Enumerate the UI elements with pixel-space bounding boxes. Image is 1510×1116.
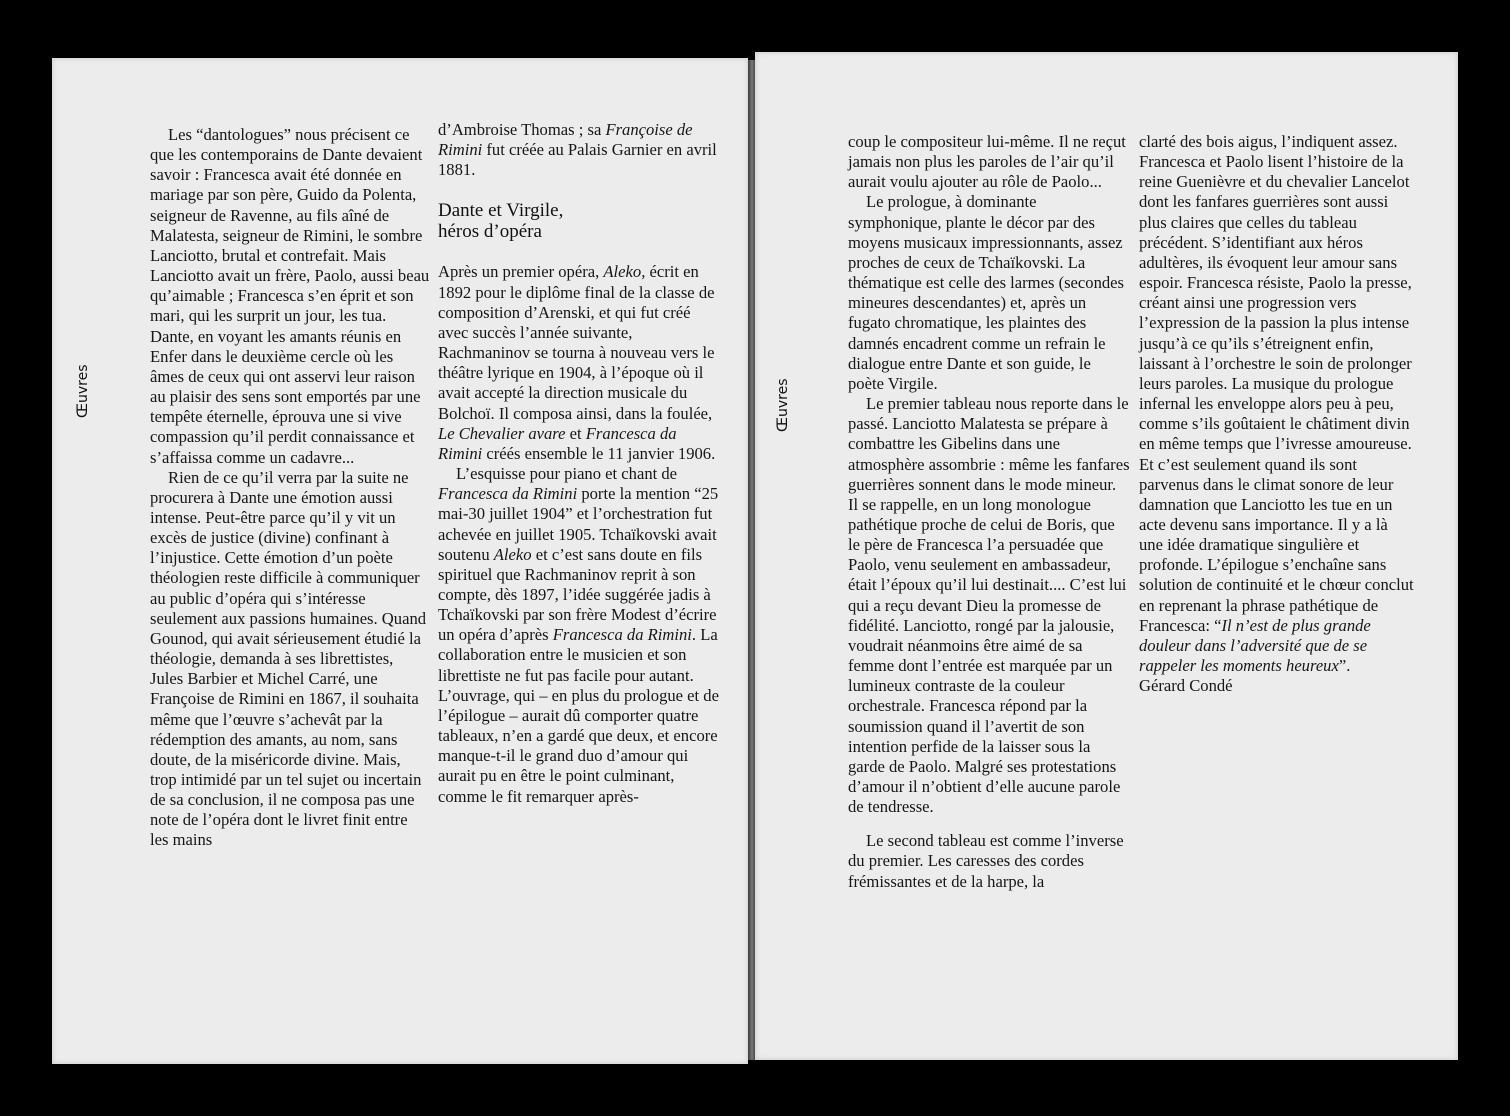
paragraph: d’Ambroise Thomas ; sa Françoise de Rimini fut créée au Palais Garnier en avril 1881. [438,120,717,180]
author-signature: Gérard Condé [1139,676,1233,696]
right-column-1 [848,132,1130,892]
paragraph: coup le compositeur lui-même. Il ne reçut jamais non plus les paroles de l’air qu’il aurait voulu ajouter au rôle de Paolo... [848,132,1126,192]
spine-label-right: Œuvres [775,378,791,432]
spine-label-left: Œuvres [75,364,91,418]
paragraph: Le premier tableau nous reporte dans le passé. Lanciotto Malatesta se prépare à combattre les Gibelins dans une atmosphère assombrie : même les fanfares guerrières sonnent dans le mode mineur. Il se rappelle, en un long monologue pathétique proche de celui de Boris, que le père de Francesca l’a persuadée que Paolo, venu seulement en ambassadeur, était l’époux qu’il lui destinait.... C’est lui qui a reçu devant Dieu la promesse de fidélité. Lanciotto, rongé par la jalousie, voudrait néanmoins être aimé de sa femme dont l’entrée est marquée par un lumineux contraste de la couleur orchestrale. Francesca répond par la soumission quand il l’avertit de son intention perfide de la laisser sous la garde de Paolo. Malgré ses protestations d’amour il n’obtient d’elle aucune parole de tendresse. [848,394,1130,817]
right-page [755,52,1458,1060]
paragraph: Le prologue, à dominante symphonique, plante le décor par des moyens musicaux impressionnants, assez proches de ceux de Tchaïkovski. La thématique est celle des larmes (secondes mineures descendantes) et, après un fugato chromatique, les plaintes des damnés encadrent comme un refrain le dialogue entre Dante et son guide, le poète Virgile. [848,192,1124,393]
paragraph: Le second tableau est comme l’inverse du premier. Les caresses des cordes frémissantes et de la harpe, la [848,831,1124,891]
paragraph: L’esquisse pour piano et chant de Francesca da Rimini porte la mention “25 mai-30 juillet 1904” et l’orchestration fut achevée en juillet 1905. Tchaïkovski avait soutenu Aleko et c’est sans doute en fils spirituel que Rachmaninov reprit à son compte, dès 1897, l’idée suggérée jadis à Tchaïkovski par son frère Modest d’écrire un opéra d’après Francesca da Rimini. La collaboration entre le musicien et son librettiste ne fut pas facile pour autant. L’ouvrage, qui – en plus du prologue et de l’épilogue – aurait dû comporter quatre tableaux, n’en a gardé que deux, et encore manque-t-il le grand duo d’amour qui aurait pu en être le point culminant, comme le fit remarquer après- [438,464,719,806]
section-heading: Dante et Virgile, héros d’opéra [438,200,564,243]
left-column-1 [150,125,430,851]
right-column-2 [1139,132,1414,696]
left-page [52,58,748,1064]
paragraph: Après un premier opéra, Aleko, écrit en 1892 pour le diplôme final de la classe de composition d’Arenski, et qui fut créé avec succès l’année suivante, Rachmaninov se tourna à nouveau vers le théâtre lyrique en 1904, à l’époque où il avait accepté la direction musicale du Bolchoï. Il composa ainsi, dans la foulée, Le Chevalier avare et Francesca da Rimini créés ensemble le 11 janvier 1906. [438,262,716,463]
left-column-2 [438,120,722,807]
paragraph: clarté des bois aigus, l’indiquent assez. Francesca et Paolo lisent l’histoire de la reine Guenièvre et du chevalier Lancelot dont les fanfares guerrières sont aussi plus claires que celles du tableau précédent. S’identifiant aux héros adultères, ils évoquent leur amour sans espoir. Francesca résiste, Paolo la presse, créant ainsi une progression vers l’expression de la passion la plus intense jusqu’à ce qu’ils s’étreignent enfin, laissant à l’orchestre le soin de prolonger leurs paroles. La musique du prologue infernal les enveloppe alors peu à peu, comme s’ils goûtaient le châtiment divin en même temps que l’ivresse amoureuse. Et c’est seulement quand ils sont parvenus dans le climat sonore de leur damnation que Lanciotto les tue en un acte devenu sans importance. Il y a là une idée dramatique singulière et profonde. L’épilogue s’enchaîne sans solution de continuité et le chœur conclut en reprenant la phrase pathétique de Francesca: “Il n’est de plus grande douleur dans l’adversité que de se rappeler les moments heureux”. [1139,132,1414,676]
paragraph: Rien de ce qu’il verra par la suite ne procurera à Dante une émotion aussi intense. Peut-être parce qu’il y vit un excès de justice (divine) confinant à l’injustice. Cette émotion d’un poète théologien reste difficile à communiquer au public d’opéra qui s’intéresse seulement aux passions humaines. Quand Gounod, qui avait sérieusement étudié la théologie, demanda à ses librettistes, Jules Barbier et Michel Carré, une Françoise de Rimini en 1867, il souhaita même que l’œuvre s’achevât par la rédemption des amants, au nom, sans doute, de la miséricorde divine. Mais, trop intimidé par un tel sujet ou incertain de sa conclusion, il ne composa pas une note de l’opéra dont le livret finit entre les mains [150,467,427,850]
paragraph: Les “dantologues” nous précisent ce que les contemporains de Dante devaient savoir : Francesca avait été donnée en mariage par son père, Guido da Polenta, seigneur de Ravenne, au fils aîné de Malatesta, seigneur de Rimini, le sombre Lanciotto, brutal et contrefait. Mais Lanciotto avait un frère, Paolo, aussi beau qu’aimable ; Francesca s’en éprit et son mari, qui les surprit un jour, les tua. Dante, en voyant les amants réunis en Enfer dans le deuxième cercle où les âmes de ceux qui ont asservi leur raison au plaisir des sens sont emportés par une tempête éternelle, éprouva une si vive compassion qu’il perdit connaissance et s’affaissa comme un cadavre... [150,125,430,467]
